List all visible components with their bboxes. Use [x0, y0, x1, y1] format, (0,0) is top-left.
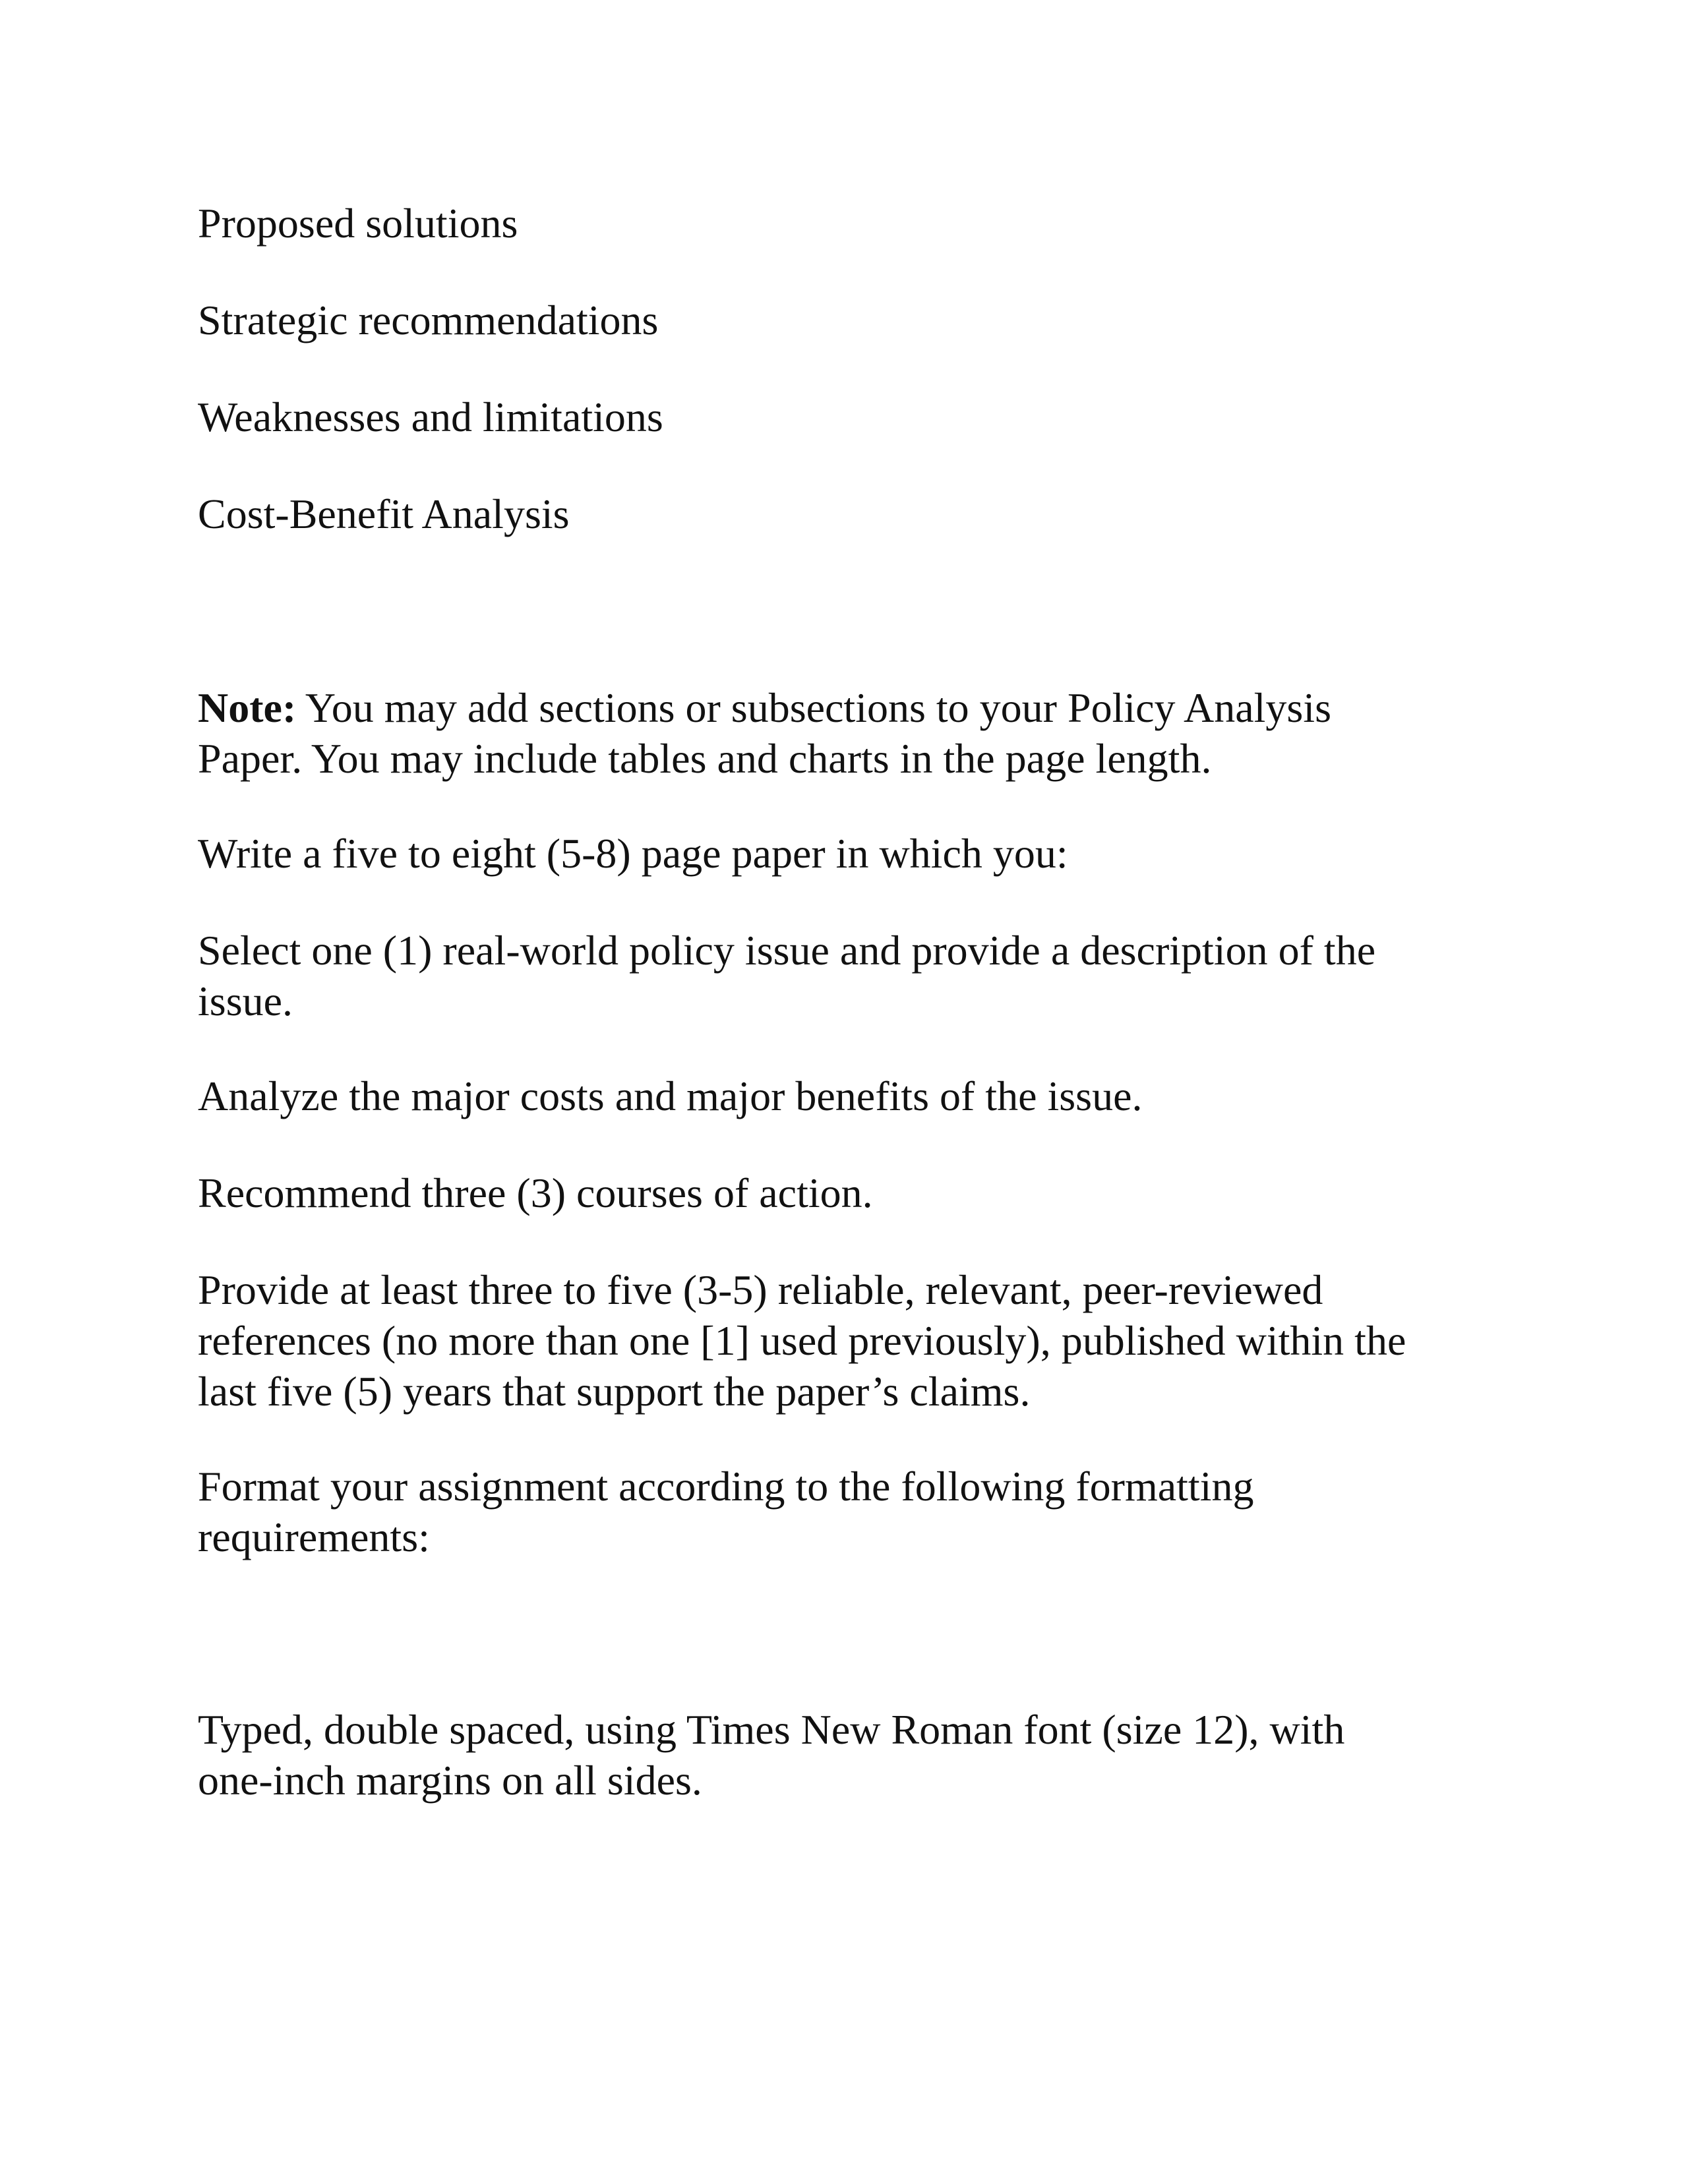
- list-item-strategic-recommendations: [198, 295, 658, 345]
- select-issue-line-2: issue.: [198, 978, 293, 1024]
- analyze-paragraph: [198, 1071, 1142, 1121]
- select-issue-paragraph: [198, 925, 1375, 1026]
- write-instruction-text: Write a five to eight (5-8) page paper in which you:: [198, 830, 1068, 877]
- typed-paragraph: [198, 1704, 1344, 1806]
- references-line-2: references (no more than one [1] used previously), published within the: [198, 1317, 1406, 1364]
- typed-line-2: one-inch margins on all sides.: [198, 1757, 702, 1804]
- note-label: Note:: [198, 684, 297, 731]
- references-line-1: Provide at least three to five (3-5) reliable, relevant, peer-reviewed: [198, 1266, 1323, 1313]
- recommend-text: Recommend three (3) courses of action.: [198, 1169, 873, 1216]
- select-issue-line-1: Select one (1) real-world policy issue and provide a description of the: [198, 927, 1376, 974]
- format-line-1: Format your assignment according to the following formatting: [198, 1463, 1254, 1510]
- list-item-weaknesses-limitations: [198, 392, 663, 442]
- list-item-text: Cost-Benefit Analysis: [198, 490, 570, 537]
- list-item-text: Strategic recommendations: [198, 297, 659, 343]
- note-line-2: Paper. You may include tables and charts in the page length.: [198, 735, 1212, 782]
- list-item-cost-benefit-analysis: [198, 488, 570, 539]
- references-line-3: last five (5) years that support the paper’s claims.: [198, 1368, 1031, 1415]
- typed-line-1: Typed, double spaced, using Times New Roman font (size 12), with: [198, 1706, 1345, 1753]
- format-paragraph: [198, 1461, 1253, 1562]
- references-paragraph: [198, 1264, 1406, 1417]
- format-line-2: requirements:: [198, 1514, 430, 1560]
- analyze-text: Analyze the major costs and major benefits of the issue.: [198, 1073, 1143, 1119]
- list-item-text: Proposed solutions: [198, 200, 518, 247]
- list-item-proposed-solutions: [198, 198, 518, 249]
- note-line-1: [198, 682, 1331, 733]
- recommend-paragraph: [198, 1167, 873, 1218]
- write-instruction: [198, 828, 1068, 879]
- note-paragraph: [198, 682, 1331, 784]
- list-item-text: Weaknesses and limitations: [198, 394, 663, 440]
- note-text-1: You may add sections or subsections to your Policy Analysis: [296, 684, 1331, 731]
